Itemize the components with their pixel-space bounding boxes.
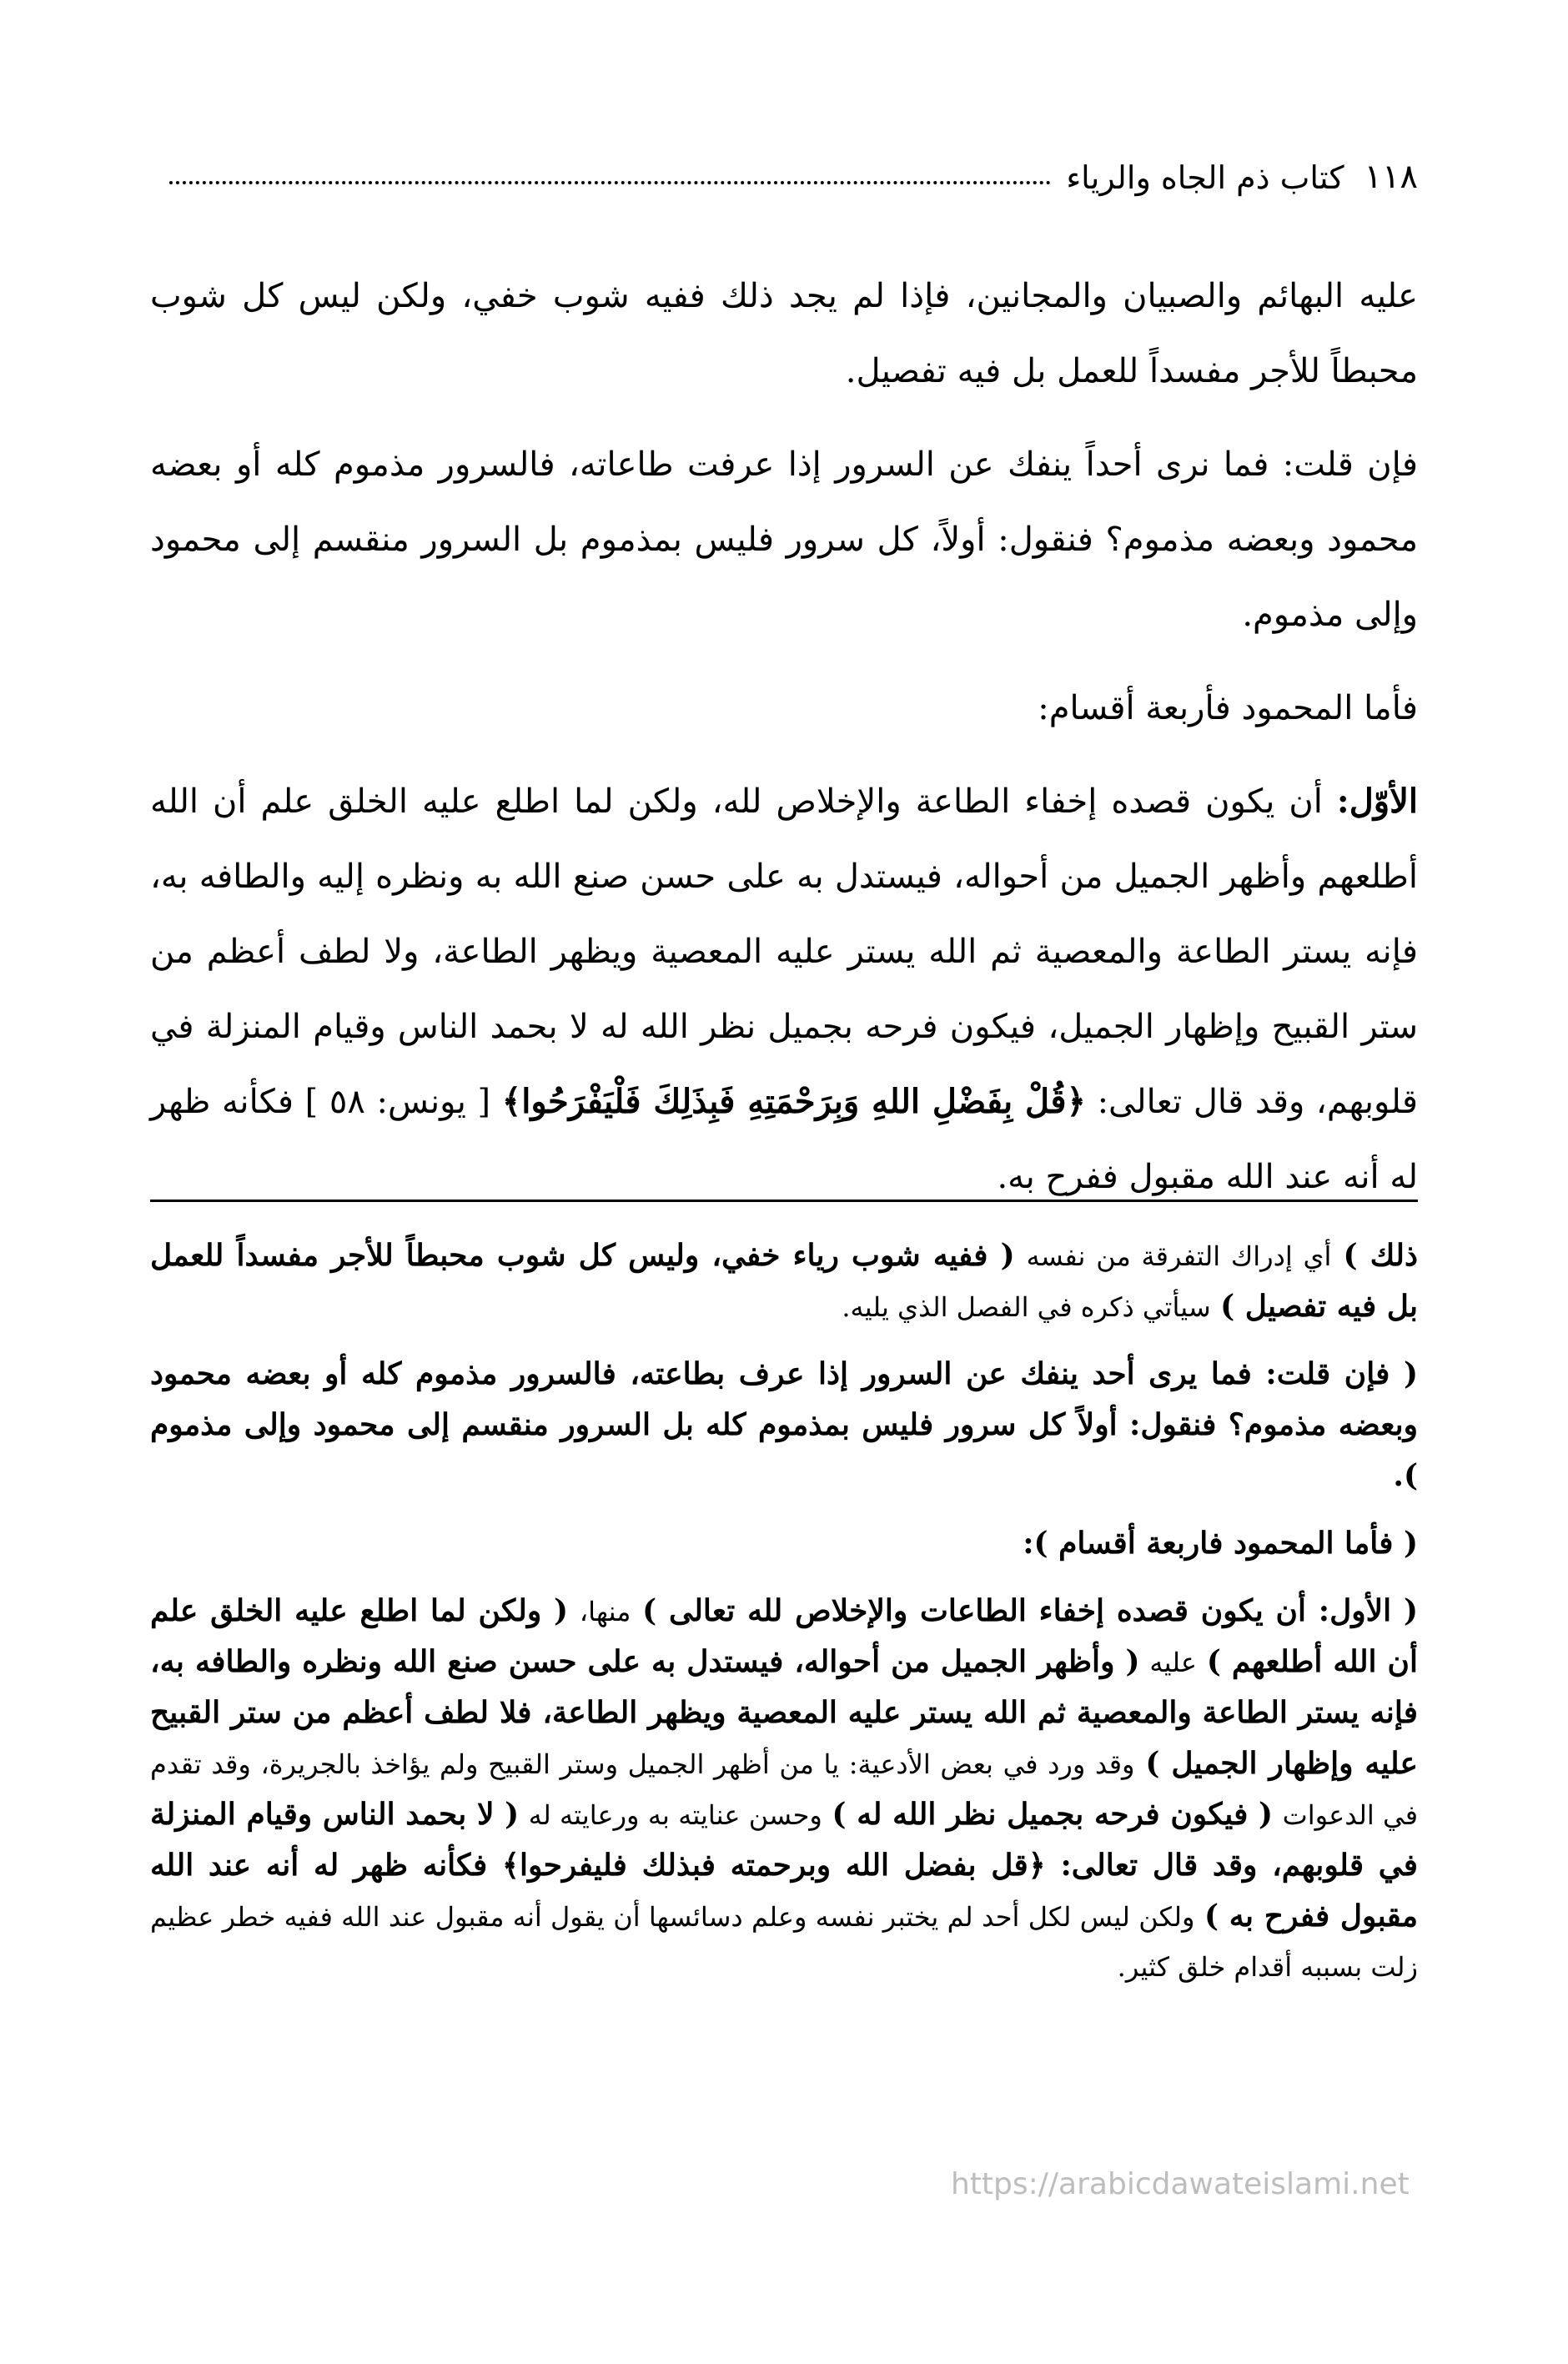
commentary-bold: ( فيكون فرحه بجميل نظر الله له ) xyxy=(832,1797,1274,1832)
main-paragraph-2: فإن قلت: فما نرى أحداً ينفك عن السرور إذا عرفت طاعاته، فالسرور مذموم كله أو بعضه محمود وبعضه مذموم؟ فنقول: أولاً، كل سرور فليس بمذموم بل السرور منقسم إلى محمود وإلى مذموم. xyxy=(150,445,1418,634)
main-paragraph-3: فأما المحمود فأربعة أقسام: xyxy=(1038,689,1418,727)
first-section-text: أن يكون قصده إخفاء الطاعة والإخلاص لله، ولكن لما اطلع عليه الخلق علم أن الله أطلعهم وأظهر الجميل من أحواله، فيستدل به على حسن صنع الله به ونظره إليه والطافه به، فإنه يستر الطاعة والمعصية ثم الله يستر عليه المعصية ويظهر الطاعة، ولا لطف أعظم من ستر القبيح وإظهار الجميل، فيكون فرحه بجميل نظر الله له لا بحمد الناس وقيام المنزلة في قلوبهم، وقد قال تعالى: xyxy=(150,782,1419,1121)
commentary-paragraph-1 xyxy=(150,1230,1418,1332)
verse-reference: [ يونس: ٥٨ ] xyxy=(304,1083,491,1121)
footnote-divider xyxy=(150,1200,1418,1202)
commentary-plain: وقد ورد في بعض الأدعية: يا من أظهر الجميل وستر القبيح ولم يؤاخذ بالجريرة، وقد تقدم في الدعوات xyxy=(150,1748,1418,1831)
commentary-bold: ( فإن قلت: فما يرى أحد ينفك عن السرور إذا عرف بطاعته، فالسرور مذموم كله أو بعضه محمود وبعضه مذموم؟ فنقول: أولاً كل سرور فليس بمذموم كله بل السرور منقسم إلى محمود وإلى مذموم ). xyxy=(150,1356,1418,1493)
commentary-bold: ( لا بحمد الناس وقيام المنزلة في قلوبهم، وقد قال تعالى: ﴿قل بفضل الله وبرحمته فبذلك فليفرحوا﴾ فكأنه ظهر له أنه عند الله مقبول ففرح به ) xyxy=(150,1797,1419,1934)
commentary-plain: عليه xyxy=(1149,1647,1197,1678)
commentary-plain: وحسن عنايته به ورعايته له xyxy=(528,1799,822,1831)
commentary-paragraph-3 xyxy=(150,1518,1418,1569)
commentary-plain: ولكن ليس لكل أحد لم يختبر نفسه وعلم دسائسها أن يقول أنه مقبول عند الله ففيه خطر عظيم زلت بسببه أقدام خلق كثير. xyxy=(150,1901,1418,1983)
commentary-bold: ( فأما المحمود فاربعة أقسام ): xyxy=(1023,1526,1418,1561)
running-title: كتاب ذم الجاه والرياء xyxy=(1066,159,1344,196)
commentary-plain: أي إدراك التفرقة من نفسه xyxy=(1026,1240,1332,1272)
first-section-label: الأوّل: xyxy=(1336,782,1418,821)
commentary-text xyxy=(150,1230,1418,2009)
commentary-plain: منها، xyxy=(579,1596,631,1627)
commentary-paragraph-4 xyxy=(150,1586,1418,1992)
running-header xyxy=(146,138,1418,196)
first-section-ending: فكأنه ظهر له أنه عند الله مقبول ففرح به. xyxy=(150,1083,1418,1196)
main-text xyxy=(150,259,1418,1233)
commentary-bold: ( الأول: أن يكون قصده إخفاء الطاعات والإخلاص لله تعالى ) xyxy=(642,1593,1418,1628)
commentary-bold: ذلك ) xyxy=(1343,1238,1418,1273)
website-watermark: https://arabicdawateislami.net xyxy=(951,2167,1410,2201)
commentary-plain: سيأتي ذكره في الفصل الذي يليه. xyxy=(842,1291,1211,1323)
commentary-bold: ( وأظهر الجميل من أحواله، فيستدل به على حسن صنع الله ونظره والطافه به، فإنه يستر الطاعة والمعصية ثم الله يستر عليه المعصية ويظهر الطاعة، فلا لطف أعظم من ستر القبيح عليه وإظهار الجميل ) xyxy=(150,1644,1418,1781)
commentary-bold: ( ففيه شوب رياء خفي، وليس كل شوب محبطاً للأجر مفسداً للعمل بل فيه تفصيل ) xyxy=(150,1238,1418,1324)
header-dotted-leader xyxy=(169,180,1051,184)
commentary-paragraph-2 xyxy=(150,1349,1418,1501)
quran-verse: ﴿قُلْ بِفَضْلِ اللهِ وَبِرَحْمَتِهِ فَبِذَلِكَ فَلْيَفْرَحُوا﴾ xyxy=(501,1082,1086,1121)
main-paragraph-4 xyxy=(150,764,1418,1215)
commentary-bold: ( ولكن لما اطلع عليه الخلق علم أن الله أطلعهم ) xyxy=(150,1593,1418,1679)
main-paragraph-1: عليه البهائم والصبيان والمجانين، فإذا لم يجد ذلك ففيه شوب خفي، ولكن ليس كل شوب محبطاً للأجر مفسداً للعمل بل فيه تفصيل. xyxy=(150,277,1418,390)
page-number: ١١٨ xyxy=(1364,158,1418,196)
